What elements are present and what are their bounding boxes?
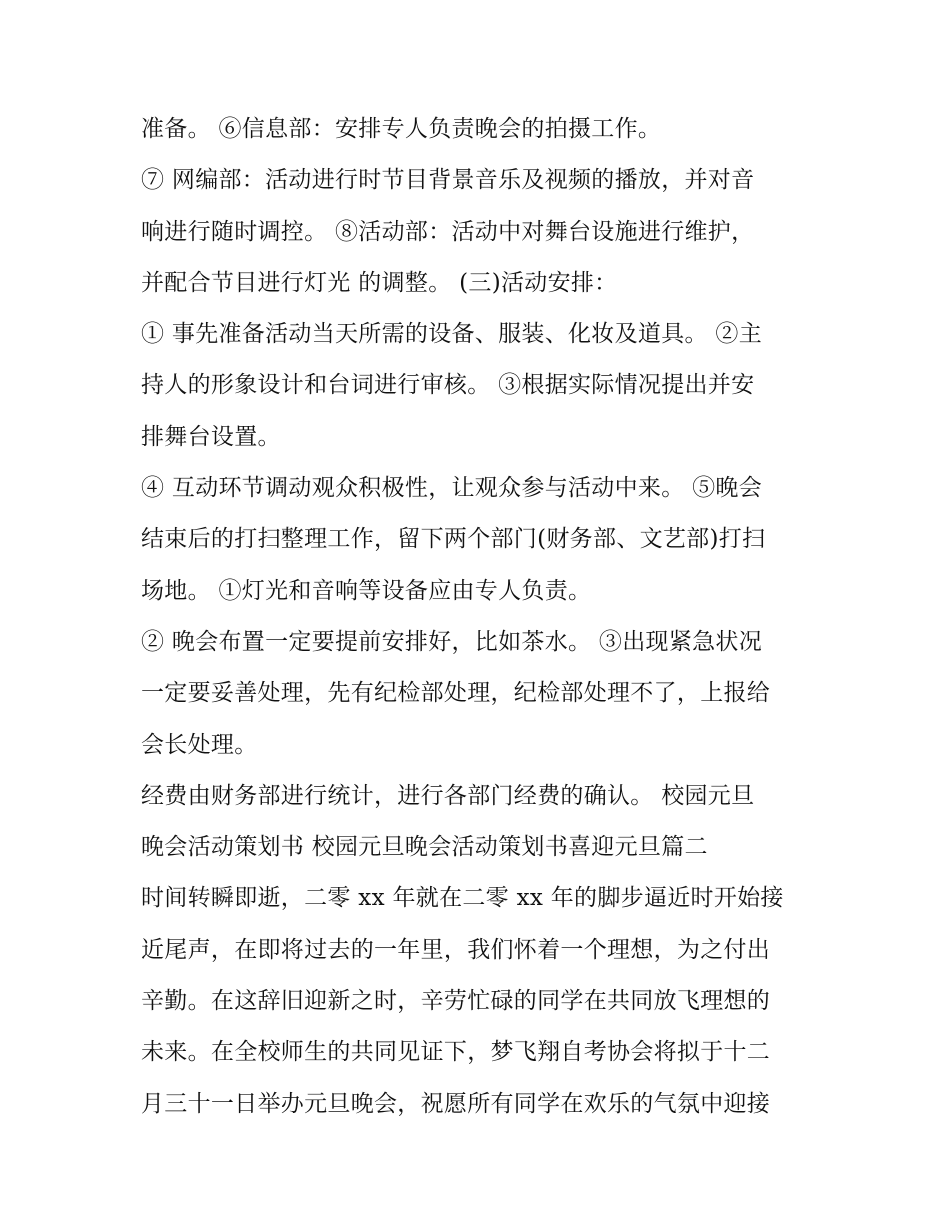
text-line: ④ 互动环节调动观众积极性，让观众参与活动中来。 ⑤晚会 [141,475,763,502]
text-line: 会长处理。 [141,731,258,758]
text-line: ⑦ 网编部：活动进行时节目背景音乐及视频的播放，并对音 [141,167,755,194]
text-line: ① 事先准备活动当天所需的设备、服装、化妆及道具。 ②主 [141,321,763,348]
text-line: 并配合节目进行灯光 的调整。 (三)活动安排： [141,269,618,296]
text-line: 时间转瞬即逝，二零 xx 年就在二零 xx 年的脚步逼近时开始接 [141,885,784,912]
text-line: 辛勤。在这辞旧迎新之时，辛劳忙碌的同学在共同放飞理想的 [141,988,771,1015]
text-line: 月三十一日举办元旦晚会，祝愿所有同学在欢乐的气氛中迎接 [141,1090,771,1117]
text-line: 排舞台设置。 [141,423,281,450]
body-text [141,104,821,1130]
text-line: 持人的形象设计和台词进行审核。 ③根据实际情况提出并安 [141,372,755,399]
text-line: 晚会活动策划书 校园元旦晚会活动策划书喜迎元旦篇二 [141,834,708,861]
text-line: 准备。 ⑥信息部：安排专人负责晚会的拍摄工作。 [141,116,662,142]
text-line: 场地。 ①灯光和音响等设备应由专人负责。 [141,577,592,604]
text-line: 响进行随时调控。 ⑧活动部：活动中对舞台设施进行维护， [141,218,755,245]
text-line: 一定要妥善处理，先有纪检部处理，纪检部处理不了，上报给 [141,680,771,707]
text-line: ② 晚会布置一定要提前安排好，比如茶水。 ③出现紧急状况 [141,628,763,655]
text-line: 结束后的打扫整理工作，留下两个部门(财务部、文艺部)打扫 [141,526,766,553]
text-line: 未来。在全校师生的共同见证下，梦飞翔自考协会将拟于十二 [141,1039,771,1066]
text-line: 经费由财务部进行统计，进行各部门经费的确认。 校园元旦 [141,782,755,809]
text-line: 近尾声，在即将过去的一年里，我们怀着一个理想，为之付出 [141,936,771,963]
